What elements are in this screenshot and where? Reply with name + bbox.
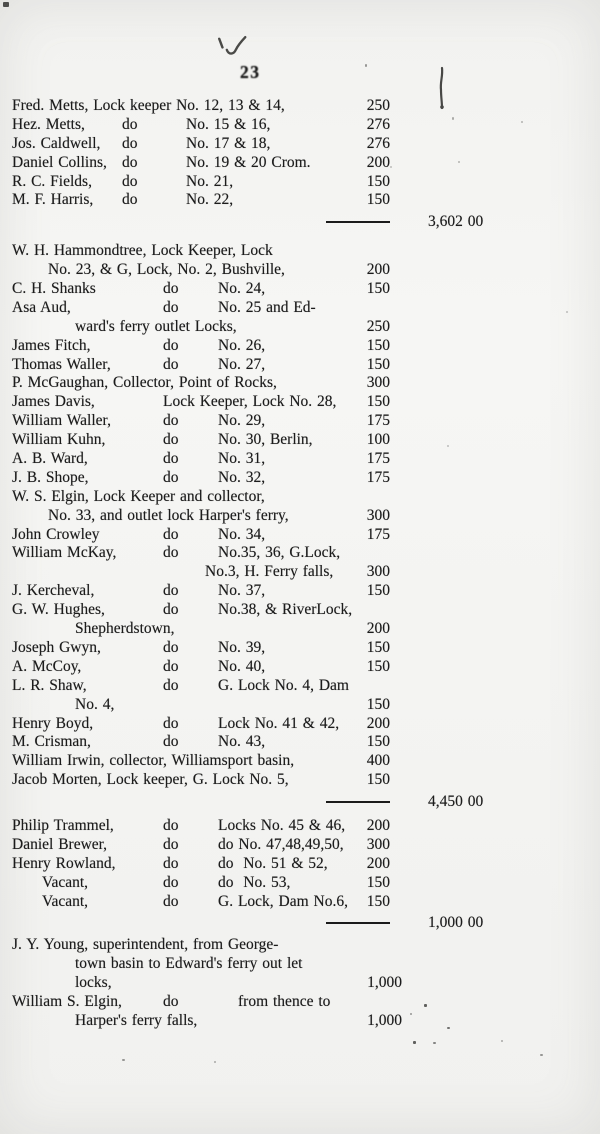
entry-name: Vacant, <box>42 873 89 891</box>
entry-amount <box>344 242 390 261</box>
entry-ditto: do <box>163 468 179 486</box>
subtotal-space <box>390 116 600 135</box>
subtotal-space <box>390 393 600 412</box>
entry-amount: 200 <box>366 714 390 732</box>
ledger-row <box>0 412 600 431</box>
entry-description: No. 15 & 16, <box>186 115 271 133</box>
entry-ditto: do <box>163 854 179 872</box>
entry-amount: 300 <box>366 506 390 524</box>
entry-ditto: do <box>163 657 179 675</box>
entry-amount <box>356 955 402 974</box>
ink-speck <box>122 1059 125 1061</box>
entry-amount <box>356 936 402 955</box>
entry-ditto: do <box>163 298 179 316</box>
entry-amount <box>344 544 390 563</box>
ink-speck <box>365 64 367 67</box>
ink-speck <box>501 1040 503 1042</box>
entry-name: Joseph Gwyn, <box>12 638 101 656</box>
entry-name: L. R. Shaw, <box>12 676 87 694</box>
subtotal-space <box>390 955 600 974</box>
entry-description: No. 30, Berlin, <box>218 431 313 449</box>
ledger-row <box>0 154 600 173</box>
subtotal-space <box>390 154 600 173</box>
ink-speck <box>3 2 9 7</box>
ink-speck <box>540 1054 543 1056</box>
entry-description: No. 21, <box>186 172 234 190</box>
entry-description: Lock No. 41 & 42, <box>218 714 340 732</box>
ink-speck <box>447 1027 450 1029</box>
entry-name: Daniel Brewer, <box>12 835 108 853</box>
spacer <box>12 210 326 229</box>
entry-amount: 150 <box>366 771 390 789</box>
entry-name: William McKay, <box>12 544 117 562</box>
subtotal-space <box>390 337 600 356</box>
entry-description: No. 32, <box>218 468 266 486</box>
ledger-row <box>0 393 600 412</box>
entry-amount: 175 <box>366 525 390 543</box>
ledger-row <box>0 817 600 836</box>
entry-amount: 175 <box>366 468 390 486</box>
subtotal-space <box>390 620 600 639</box>
entry-amount: 175 <box>366 412 390 430</box>
entry-ditto: do <box>163 280 179 298</box>
entry-amount: 150 <box>366 657 390 675</box>
entry-amount: 276 <box>366 115 390 133</box>
entry-amount: 150 <box>366 582 390 600</box>
entry-description: Jacob Morten, Lock keeper, G. Lock No. 5, <box>12 771 289 789</box>
subtotal-row <box>0 790 600 809</box>
entry-name: William S. Elgin, <box>12 992 122 1010</box>
subtotal-space <box>390 874 600 893</box>
entry-name: Vacant, <box>42 892 89 910</box>
ledger-row <box>0 752 600 771</box>
subtotal-space <box>390 936 600 955</box>
entry-description: Harper's ferry falls, <box>75 1011 198 1029</box>
entry-amount: 150 <box>366 892 390 910</box>
subtotal-space <box>390 993 600 1012</box>
entry-description: No. 37, <box>218 582 266 600</box>
entry-ditto: do <box>163 544 179 562</box>
entry-name: J. Kercheval, <box>12 582 95 600</box>
subtotal-space <box>390 261 600 280</box>
subtotal-row <box>0 911 600 930</box>
subtotal-space <box>390 771 600 790</box>
page-number: 23 <box>240 62 261 82</box>
subtotal-space <box>390 374 600 393</box>
ledger-row <box>0 526 600 545</box>
entry-description: Locks No. 45 & 46, <box>218 816 346 834</box>
ledger-row <box>0 601 600 620</box>
entry-ditto: do <box>122 134 138 152</box>
entry-description: No. 27, <box>218 355 266 373</box>
ledger-row <box>0 582 600 601</box>
ledger-row <box>0 677 600 696</box>
ledger-section <box>0 242 600 809</box>
subtotal-space <box>390 356 600 375</box>
entry-ditto: do <box>163 733 179 751</box>
entry-description: do No. 51 & 52, <box>218 854 328 872</box>
ledger-row <box>0 318 600 337</box>
entry-amount: 150 <box>366 638 390 656</box>
ledger-row <box>0 974 600 993</box>
subtotal-amount: 4,450 00 <box>428 793 484 811</box>
entry-amount: 150 <box>366 172 390 190</box>
ledger-row <box>0 696 600 715</box>
ledger-row <box>0 356 600 375</box>
subtotal-space <box>390 191 600 210</box>
entry-ditto: do <box>163 835 179 853</box>
ledger-row <box>0 242 600 261</box>
entry-description: No.35, 36, G.Lock, <box>218 544 341 562</box>
entry-amount: 150 <box>366 280 390 298</box>
entry-ditto: do <box>122 191 138 209</box>
entry-ditto: do <box>163 714 179 732</box>
entry-amount <box>356 993 402 1012</box>
subtotal-space <box>390 974 600 993</box>
subtotal-space <box>390 715 600 734</box>
entry-description: J. Y. Young, superintendent, from George- <box>12 936 279 954</box>
entry-ditto: do <box>163 431 179 449</box>
subtotal-space <box>390 733 600 752</box>
entry-description: William Irwin, collector, Williamsport basin, <box>12 752 295 770</box>
subtotal-space <box>390 544 600 563</box>
subtotal-space <box>390 507 600 526</box>
entry-ditto: do <box>122 115 138 133</box>
ink-speck <box>433 1042 436 1044</box>
subtotal-space <box>390 817 600 836</box>
entry-ditto: do <box>163 873 179 891</box>
entry-name: M. Crisman, <box>12 733 91 751</box>
sum-rule <box>326 801 390 803</box>
ledger-row <box>0 563 600 582</box>
ledger-row <box>0 955 600 974</box>
ledger-row <box>0 97 600 116</box>
entry-description: No. 31, <box>218 450 266 468</box>
entry-name: William Kuhn, <box>12 431 106 449</box>
entry-description: locks, <box>75 974 112 992</box>
entry-name: R. C. Fields, <box>12 172 92 190</box>
entry-ditto: do <box>163 992 179 1010</box>
entry-description: No.3, H. Ferry falls, <box>205 563 334 581</box>
entry-description: No. 25 and Ed- <box>218 298 316 316</box>
entry-name: Thomas Waller, <box>12 355 111 373</box>
entry-amount: 150 <box>366 355 390 373</box>
entry-amount: 150 <box>366 191 390 209</box>
ledger-row <box>0 261 600 280</box>
entry-amount: 150 <box>366 336 390 354</box>
entry-amount: 150 <box>366 733 390 751</box>
subtotal-space <box>390 639 600 658</box>
entry-description: town basin to Edward's ferry out let <box>75 955 303 973</box>
entry-ditto: do <box>163 582 179 600</box>
entry-description: No. 26, <box>218 336 266 354</box>
entry-ditto: do <box>163 525 179 543</box>
ledger-row <box>0 715 600 734</box>
entry-ditto: do <box>163 816 179 834</box>
entry-amount: 1,000 <box>367 974 402 992</box>
entry-ditto: do <box>163 450 179 468</box>
entry-ditto: do <box>163 676 179 694</box>
ink-speck <box>214 1061 216 1063</box>
entry-description: ward's ferry outlet Locks, <box>75 317 237 335</box>
ledger-row <box>0 431 600 450</box>
ledger-row <box>0 771 600 790</box>
ledger-row <box>0 488 600 507</box>
subtotal-space <box>390 242 600 261</box>
sum-rule <box>326 922 390 924</box>
sum-rule <box>326 221 390 223</box>
subtotal-space <box>390 450 600 469</box>
entry-amount: 250 <box>366 97 390 114</box>
entry-name: John Crowley <box>12 525 100 543</box>
ledger-section <box>0 97 600 229</box>
entry-name: C. H. Shanks <box>12 280 96 298</box>
entry-amount: 175 <box>366 450 390 468</box>
subtotal-space <box>390 752 600 771</box>
subtotal-space <box>390 582 600 601</box>
entry-description: W. S. Elgin, Lock Keeper and collector, <box>12 487 265 505</box>
entry-amount: 200 <box>366 854 390 872</box>
entry-ditto: do <box>122 172 138 190</box>
ink-speck <box>566 311 568 313</box>
subtotal-space <box>390 488 600 507</box>
entry-amount: 1,000 <box>367 1011 402 1029</box>
entry-amount: 150 <box>366 393 390 411</box>
ink-speck <box>410 1013 412 1015</box>
entry-description: No. 34, <box>218 525 266 543</box>
entry-ditto: do <box>122 153 138 171</box>
subtotal-space <box>390 318 600 337</box>
ledger-row <box>0 874 600 893</box>
ledger-section <box>0 936 600 1030</box>
ink-speck <box>424 1004 427 1007</box>
subtotal-space <box>390 97 600 116</box>
subtotal-space <box>390 135 600 154</box>
entry-name: J. B. Shope, <box>12 468 89 486</box>
entry-amount: 400 <box>366 752 390 770</box>
entry-name: Daniel Collins, <box>12 153 107 171</box>
subtotal-space <box>390 658 600 677</box>
subtotal-space <box>390 563 600 582</box>
subtotal-space <box>390 1012 600 1031</box>
entry-amount: 300 <box>366 835 390 853</box>
entry-description: No. 17 & 18, <box>186 134 271 152</box>
entry-name: G. W. Hughes, <box>12 601 105 619</box>
ledger-row <box>0 836 600 855</box>
entry-amount <box>344 677 390 696</box>
ledger-row <box>0 450 600 469</box>
ledger-row <box>0 620 600 639</box>
ledger-section <box>0 817 600 930</box>
entry-description: No. 23, & G, Lock, No. 2, Bushville, <box>48 261 285 279</box>
ledger-row <box>0 173 600 192</box>
entry-description: G. Lock No. 4, Dam <box>218 676 349 694</box>
entry-description: Lock Keeper, Lock No. 28, <box>163 393 337 411</box>
ledger-row <box>0 658 600 677</box>
ledger-row <box>0 299 600 318</box>
entry-name: A. B. Ward, <box>12 450 88 468</box>
entry-ditto: do <box>163 601 179 619</box>
entry-amount <box>344 601 390 620</box>
entry-amount: 150 <box>366 873 390 891</box>
document-body <box>0 97 600 1031</box>
entry-description: No. 29, <box>218 412 266 430</box>
entry-description: do No. 53, <box>218 873 291 891</box>
entry-name: Philip Trammel, <box>12 816 114 834</box>
entry-description: No. 4, <box>75 695 115 713</box>
entry-ditto: do <box>163 638 179 656</box>
ledger-row <box>0 507 600 526</box>
entry-description: No. 33, and outlet lock Harper's ferry, <box>48 506 289 524</box>
ledger-row <box>0 191 600 210</box>
entry-description: No. 24, <box>218 280 266 298</box>
entry-description: do No. 47,48,49,50, <box>218 835 344 853</box>
entry-description: P. McGaughan, Collector, Point of Rocks, <box>12 374 277 392</box>
ledger-row <box>0 374 600 393</box>
entry-amount: 300 <box>366 374 390 392</box>
entry-amount: 200 <box>366 153 390 171</box>
ledger-row <box>0 733 600 752</box>
entry-description: No. 22, <box>186 191 234 209</box>
subtotal-space <box>390 412 600 431</box>
ledger-row <box>0 469 600 488</box>
ledger-row <box>0 337 600 356</box>
spacer <box>12 790 326 809</box>
ink-speck <box>413 1041 416 1044</box>
entry-name: James Fitch, <box>12 336 91 354</box>
ledger-row <box>0 936 600 955</box>
ledger-row <box>0 135 600 154</box>
entry-name: James Davis, <box>12 393 95 411</box>
entry-amount <box>344 488 390 507</box>
ink-speck <box>447 445 449 447</box>
entry-amount: 100 <box>366 431 390 449</box>
subtotal-row <box>0 210 600 229</box>
ledger-row <box>0 116 600 135</box>
subtotal-space <box>390 469 600 488</box>
entry-name: A. McCoy, <box>12 657 82 675</box>
subtotal-space <box>390 280 600 299</box>
subtotal-space <box>390 893 600 912</box>
ledger-row <box>0 893 600 912</box>
entry-name: William Waller, <box>12 412 111 430</box>
entry-name: M. F. Harris, <box>12 191 94 209</box>
entry-name: Asa Aud, <box>12 298 71 316</box>
entry-ditto: do <box>163 355 179 373</box>
entry-name: Henry Rowland, <box>12 854 116 872</box>
entry-description: W. H. Hammondtree, Lock Keeper, Lock <box>12 242 273 260</box>
entry-amount: 200 <box>366 620 390 638</box>
ledger-row <box>0 993 600 1012</box>
subtotal-space <box>390 677 600 696</box>
subtotal-space <box>390 526 600 545</box>
entry-description: No. 19 & 20 Crom. <box>186 153 311 171</box>
spacer <box>12 911 326 930</box>
entry-amount: 300 <box>366 563 390 581</box>
entry-description: No. 40, <box>218 657 266 675</box>
subtotal-space <box>390 855 600 874</box>
entry-description: G. Lock, Dam No.6, <box>218 892 348 910</box>
subtotal-space <box>390 173 600 192</box>
entry-description: No. 39, <box>218 638 266 656</box>
ledger-row <box>0 855 600 874</box>
entry-ditto: do <box>163 336 179 354</box>
subtotal-space <box>390 836 600 855</box>
subtotal-space <box>390 299 600 318</box>
entry-description: from thence to <box>238 992 331 1010</box>
subtotal-amount: 1,000 00 <box>428 914 484 932</box>
entry-name: Jos. Caldwell, <box>12 134 101 152</box>
subtotal-space <box>390 696 600 715</box>
subtotal-space <box>390 601 600 620</box>
entry-ditto: do <box>163 892 179 910</box>
entry-name: Henry Boyd, <box>12 714 94 732</box>
entry-amount: 150 <box>366 695 390 713</box>
entry-description: No. 43, <box>218 733 266 751</box>
entry-amount <box>344 299 390 318</box>
ledger-row <box>0 280 600 299</box>
entry-ditto: do <box>163 412 179 430</box>
entry-description: No.38, & RiverLock, <box>218 601 353 619</box>
entry-amount: 200 <box>366 261 390 279</box>
ledger-row <box>0 639 600 658</box>
entry-name: Hez. Metts, <box>12 115 85 133</box>
entry-amount: 250 <box>366 317 390 335</box>
subtotal-amount: 3,602 00 <box>428 213 484 231</box>
subtotal-space <box>390 431 600 450</box>
ledger-row <box>0 1012 600 1031</box>
ink-speck <box>458 161 460 163</box>
entry-description: Fred. Metts, Lock keeper No. 12, 13 & 14, <box>12 97 285 114</box>
entry-amount: 276 <box>366 134 390 152</box>
ledger-row <box>0 544 600 563</box>
entry-description: Shepherdstown, <box>75 620 175 638</box>
ink-speck <box>452 117 454 120</box>
ink-speck <box>390 166 392 168</box>
entry-amount: 200 <box>366 816 390 834</box>
ink-speck <box>521 121 523 123</box>
